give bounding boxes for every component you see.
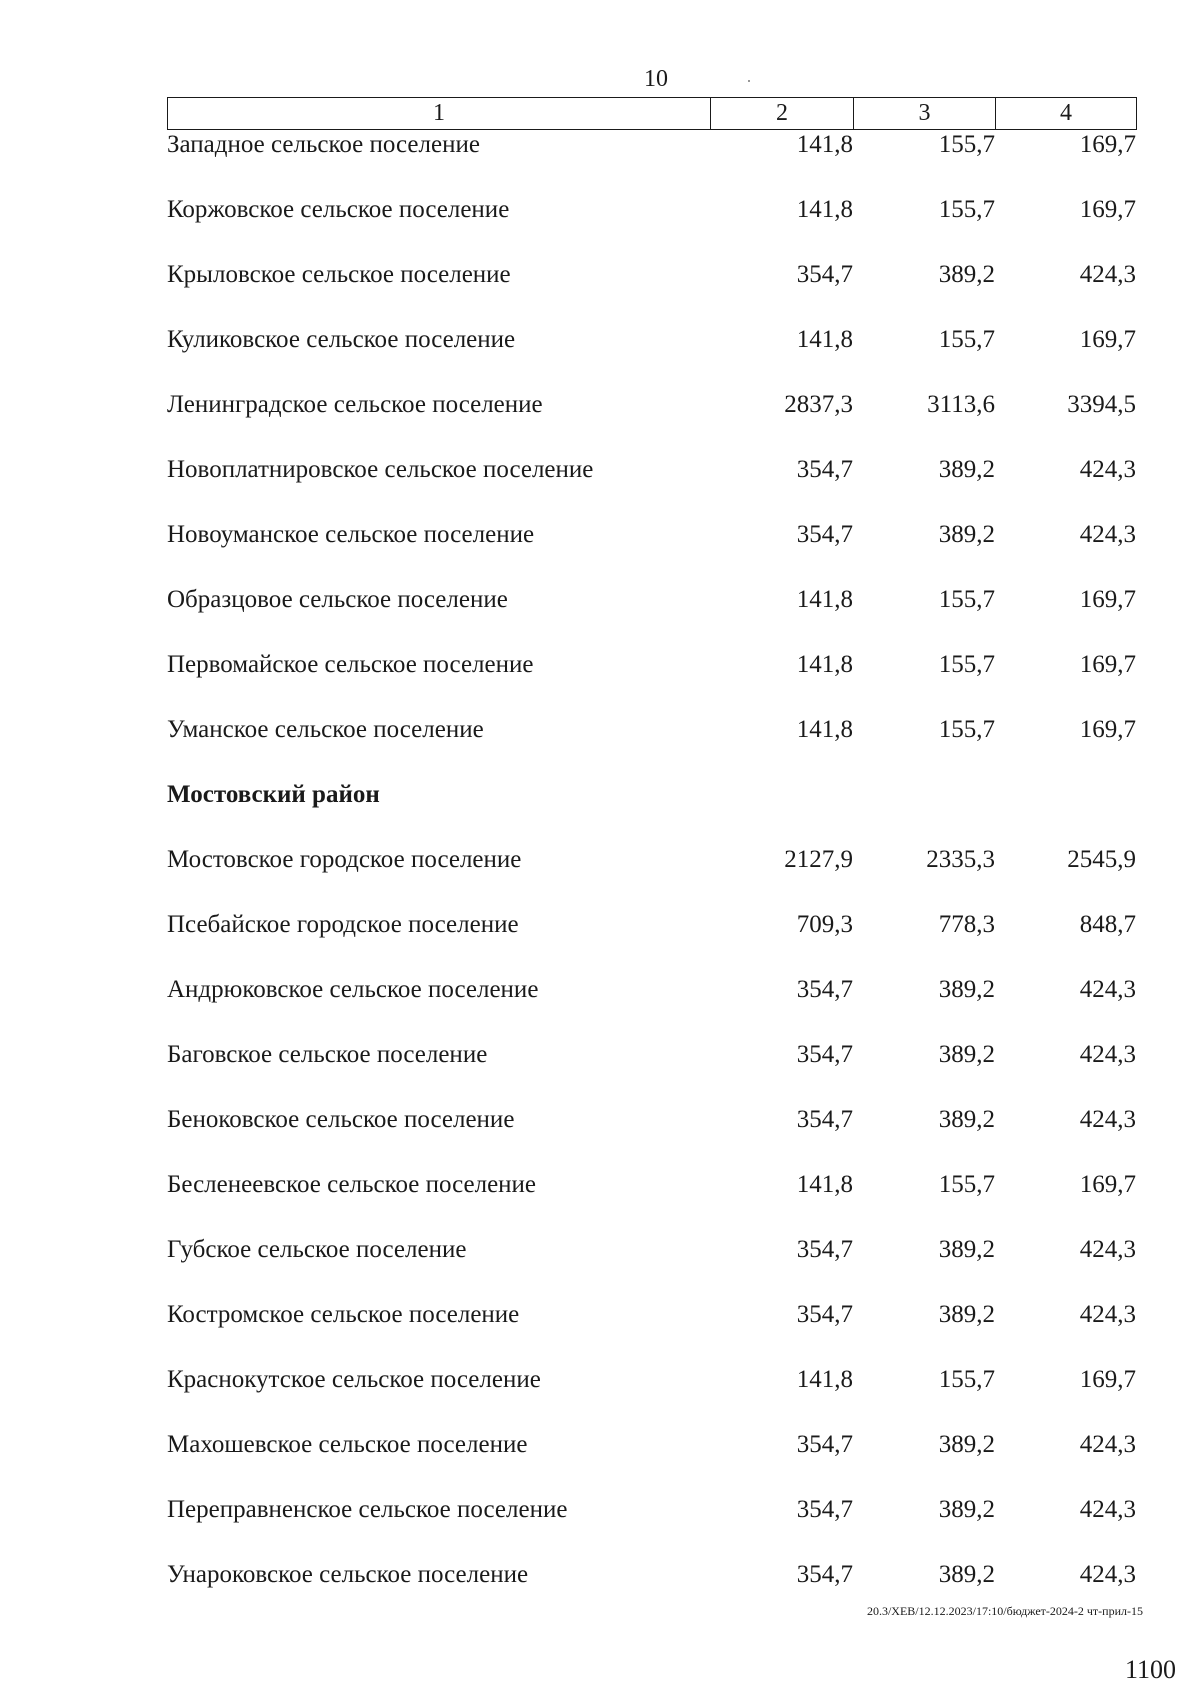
settlement-table-body (167, 128, 1137, 1623)
settlement-name: Куликовское сельское поселение (167, 326, 516, 353)
settlement-name: Первомайское сельское поселение (167, 651, 534, 678)
district-heading: Мостовский район (167, 781, 380, 808)
column-header-3: 3 (854, 98, 996, 129)
value-col-4: 169,7 (1079, 131, 1136, 158)
settlement-name: Губское сельское поселение (167, 1236, 467, 1263)
value-col-3: 389,2 (938, 1236, 995, 1263)
settlement-name: Краснокутское сельское поселение (167, 1366, 541, 1393)
value-col-2: 2837,3 (784, 391, 853, 418)
value-col-2: 354,7 (796, 976, 853, 1003)
value-col-3: 155,7 (938, 196, 995, 223)
value-col-2: 141,8 (796, 196, 853, 223)
value-col-4: 424,3 (1079, 456, 1136, 483)
settlement-name: Беноковское сельское поселение (167, 1106, 515, 1133)
value-col-4: 424,3 (1079, 1041, 1136, 1068)
scan-speck (748, 80, 750, 82)
value-col-3: 389,2 (938, 1561, 995, 1588)
table-row (167, 323, 1137, 388)
value-col-3: 778,3 (938, 911, 995, 938)
value-col-4: 424,3 (1079, 1106, 1136, 1133)
settlement-name: Андрюковское сельское поселение (167, 976, 539, 1003)
settlement-name: Мостовское городское поселение (167, 846, 522, 873)
sheet-number: 1100 (1124, 1655, 1176, 1684)
value-col-2: 141,8 (796, 716, 853, 743)
table-row (167, 1363, 1137, 1428)
table-row (167, 908, 1137, 973)
table-row (167, 1233, 1137, 1298)
value-col-3: 389,2 (938, 1301, 995, 1328)
table-row (167, 258, 1137, 323)
value-col-3: 155,7 (938, 651, 995, 678)
value-col-2: 354,7 (796, 1496, 853, 1523)
value-col-3: 3113,6 (927, 391, 995, 418)
value-col-4: 424,3 (1079, 261, 1136, 288)
value-col-4: 169,7 (1079, 1171, 1136, 1198)
value-col-2: 354,7 (796, 456, 853, 483)
settlement-name: Костромское сельское поселение (167, 1301, 520, 1328)
table-row (167, 1298, 1137, 1363)
value-col-4: 848,7 (1079, 911, 1136, 938)
value-col-3: 155,7 (938, 586, 995, 613)
value-col-3: 389,2 (938, 976, 995, 1003)
table-row (167, 1168, 1137, 1233)
table-row (167, 843, 1137, 908)
value-col-4: 169,7 (1079, 586, 1136, 613)
table-row (167, 518, 1137, 583)
table-row (167, 193, 1137, 258)
value-col-2: 354,7 (796, 521, 853, 548)
table-row (167, 1493, 1137, 1558)
table-row (167, 1038, 1137, 1103)
column-header-2: 2 (711, 98, 854, 129)
value-col-4: 169,7 (1079, 196, 1136, 223)
value-col-2: 2127,9 (784, 846, 853, 873)
value-col-3: 389,2 (938, 1496, 995, 1523)
value-col-4: 2545,9 (1067, 846, 1136, 873)
value-col-3: 389,2 (938, 1106, 995, 1133)
settlement-name: Крыловское сельское поселение (167, 261, 511, 288)
value-col-4: 424,3 (1079, 1301, 1136, 1328)
value-col-4: 169,7 (1079, 716, 1136, 743)
page-number: 10 (644, 66, 668, 92)
value-col-3: 155,7 (938, 131, 995, 158)
value-col-4: 424,3 (1079, 1496, 1136, 1523)
table-row (167, 713, 1137, 778)
value-col-4: 3394,5 (1067, 391, 1136, 418)
table-row (167, 583, 1137, 648)
settlement-name: Уманское сельское поселение (167, 716, 484, 743)
settlement-name: Баговское сельское поселение (167, 1041, 488, 1068)
value-col-2: 141,8 (796, 651, 853, 678)
column-header-1: 1 (168, 98, 711, 129)
settlement-name: Коржовское сельское поселение (167, 196, 510, 223)
value-col-3: 155,7 (938, 326, 995, 353)
value-col-2: 141,8 (796, 326, 853, 353)
value-col-2: 141,8 (796, 131, 853, 158)
settlement-name: Новоуманское сельское поселение (167, 521, 535, 548)
value-col-4: 424,3 (1079, 1561, 1136, 1588)
value-col-4: 169,7 (1079, 326, 1136, 353)
settlement-name: Новоплатнировское сельское поселение (167, 456, 594, 483)
column-header-4: 4 (1060, 100, 1072, 126)
value-col-4: 424,3 (1079, 1236, 1136, 1263)
value-col-2: 354,7 (796, 1301, 853, 1328)
value-col-2: 141,8 (796, 1366, 853, 1393)
settlement-name: Унароковское сельское поселение (167, 1561, 529, 1588)
settlement-name: Бесленеевское сельское поселение (167, 1171, 537, 1198)
value-col-2: 354,7 (796, 1236, 853, 1263)
value-col-4: 424,3 (1079, 1431, 1136, 1458)
value-col-4: 424,3 (1079, 521, 1136, 548)
value-col-3: 155,7 (938, 1366, 995, 1393)
value-col-4: 424,3 (1079, 976, 1136, 1003)
value-col-4: 169,7 (1079, 651, 1136, 678)
value-col-2: 141,8 (796, 586, 853, 613)
value-col-2: 141,8 (796, 1171, 853, 1198)
table-row (167, 973, 1137, 1038)
value-col-2: 354,7 (796, 1041, 853, 1068)
table-row (167, 1103, 1137, 1168)
settlement-name: Западное сельское поселение (167, 131, 480, 158)
value-col-2: 354,7 (796, 261, 853, 288)
document-footer-code: 20.3/XEB/12.12.2023/17:10/бюджет-2024-2 чт-прил-15 (866, 1604, 1143, 1618)
district-heading-row (167, 778, 1137, 843)
value-col-2: 354,7 (796, 1106, 853, 1133)
settlement-name: Образцовое сельское поселение (167, 586, 508, 613)
table-row (167, 388, 1137, 453)
value-col-2: 354,7 (796, 1431, 853, 1458)
value-col-3: 389,2 (938, 521, 995, 548)
value-col-4: 169,7 (1079, 1366, 1136, 1393)
value-col-3: 389,2 (938, 261, 995, 288)
table-row (167, 128, 1137, 193)
column-header-row (167, 97, 1137, 130)
settlement-name: Переправненское сельское поселение (167, 1496, 568, 1523)
value-col-3: 2335,3 (926, 846, 995, 873)
value-col-3: 389,2 (938, 456, 995, 483)
table-row (167, 1428, 1137, 1493)
value-col-2: 709,3 (796, 911, 853, 938)
value-col-3: 155,7 (938, 716, 995, 743)
value-col-3: 389,2 (938, 1041, 995, 1068)
settlement-name: Псебайское городское поселение (167, 911, 519, 938)
settlement-name: Махошевское сельское поселение (167, 1431, 528, 1458)
value-col-2: 354,7 (796, 1561, 853, 1588)
value-col-3: 155,7 (938, 1171, 995, 1198)
value-col-3: 389,2 (938, 1431, 995, 1458)
table-row (167, 453, 1137, 518)
table-row (167, 648, 1137, 713)
settlement-name: Ленинградское сельское поселение (167, 391, 543, 418)
